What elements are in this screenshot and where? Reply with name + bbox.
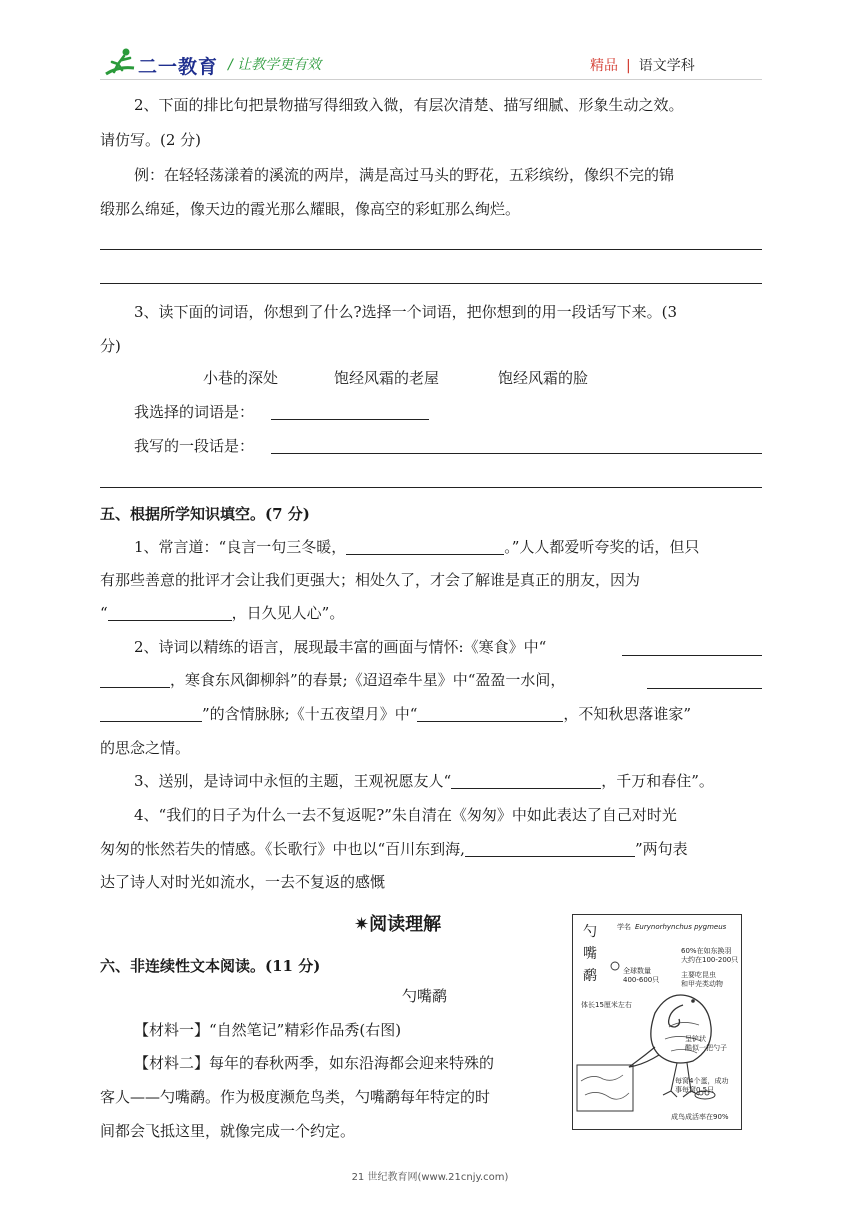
q3-word-1: 小巷的深处 xyxy=(203,369,279,387)
reading-banner-text: 阅读理解 xyxy=(369,914,442,935)
figure-note-4: 400-600只 xyxy=(623,976,660,984)
header-separator: | xyxy=(626,58,631,74)
q3-write-blank[interactable] xyxy=(271,453,762,454)
s5-q1-d: “ xyxy=(100,604,108,622)
sparkle-icon: ✷ xyxy=(354,914,370,935)
figure-vertical-name-1: 勺 xyxy=(583,924,597,940)
figure-sci-name: Eurynorhynchus pygmeus xyxy=(635,923,727,931)
q3-word-2: 饱经风霜的老屋 xyxy=(334,369,440,387)
q2-prompt-line2: 请仿写。(2 分) xyxy=(100,131,202,149)
s5-q2-blank-3[interactable] xyxy=(417,705,563,722)
s5-q2-d: ，不知秋思落谁家” xyxy=(563,705,692,723)
q3-answer-line-2[interactable] xyxy=(100,487,762,488)
nature-note-figure xyxy=(572,914,742,1130)
s5-q2-b: ，寒食东风御柳斜”的春景;《迢迢牵牛星》中“盈盈一水间， xyxy=(170,671,566,689)
quality-label: 精品 xyxy=(590,58,618,74)
q3-write-label: 我写的一段话是： xyxy=(134,437,255,455)
figure-vertical-name-2: 嘴 xyxy=(583,946,597,962)
s5-q2-blank-1a[interactable] xyxy=(622,655,762,656)
figure-note-1: 60%在如东换羽 xyxy=(681,947,732,955)
figure-note-12: 成鸟成活率在90% xyxy=(671,1113,729,1121)
s5-q2-blank-2b[interactable] xyxy=(100,705,202,722)
q2-prompt-line1: 2、下面的排比句把景物描写得细致入微，有层次清楚、描写细腻、形象生动之效。 xyxy=(134,96,684,114)
article-title: 勺嘴鹬 xyxy=(402,987,448,1005)
site-logo xyxy=(104,46,224,82)
figure-vertical-name-3: 鹬 xyxy=(583,968,597,984)
s5-q1-b: 。”人人都爱听夸奖的话，但只 xyxy=(504,538,700,556)
s5-q4-c: ”两句表 xyxy=(634,840,688,858)
header-subject xyxy=(590,55,695,75)
header-slogan: / 让教学更有效 xyxy=(228,57,322,73)
q2-answer-line-2[interactable] xyxy=(100,283,762,284)
header-divider xyxy=(100,79,762,80)
s5-q1-blank-2[interactable] xyxy=(108,604,232,621)
figure-note-6: 和甲壳类动物 xyxy=(681,980,723,988)
figure-note-2: 大约在100-200只 xyxy=(681,956,739,964)
s5-q1-blank-1[interactable] xyxy=(346,538,504,555)
section5-title: 五、根据所学知识填空。(7 分) xyxy=(100,505,310,523)
s5-q3-blank[interactable] xyxy=(451,772,601,789)
material-2-line2: 客人——勺嘴鹬。作为极度濒危鸟类，勺嘴鹬每年特定的时 xyxy=(100,1088,491,1106)
s5-q3-line xyxy=(134,771,714,791)
figure-note-9: 酷似一把勺子 xyxy=(685,1044,727,1052)
s5-q4-line1: 4、“我们的日子为什么一去不复返呢?”朱自清在《匆匆》中如此表达了自己对时光 xyxy=(134,806,677,824)
figure-note-5: 主要吃昆虫 xyxy=(681,971,716,979)
logo-text: 二一教育 xyxy=(138,56,219,78)
subject-label: 语文学科 xyxy=(638,58,695,74)
figure-note-8: 呈铲状 xyxy=(685,1035,706,1043)
s5-q2-line2 xyxy=(100,670,565,690)
q2-answer-line-1[interactable] xyxy=(100,249,762,250)
s5-q1-e: ，日久见人心”。 xyxy=(231,604,345,622)
figure-note-3: 全球数量 xyxy=(623,967,651,975)
material-2-line1: 【材料二】每年的春秋两季，如东沿海都会迎来特殊的 xyxy=(134,1054,495,1072)
section6-title: 六、非连续性文本阅读。(11 分) xyxy=(100,957,321,975)
q3-choose-label: 我选择的词语是： xyxy=(134,403,255,421)
s5-q4-line3: 达了诗人对时光如流水，一去不复返的感慨 xyxy=(100,873,386,891)
q2-example-line1: 例：在轻轻荡漾着的溪流的两岸，满是高过马头的野花，五彩缤纷，像织不完的锦 xyxy=(134,166,675,184)
s5-q2-line3 xyxy=(100,704,691,724)
q2-example-line2: 缎那么绵延，像天边的霞光那么耀眼，像高空的彩虹那么绚烂。 xyxy=(100,200,521,218)
q3-prompt-line1: 3、读下面的词语，你想到了什么?选择一个词语，把你想到的用一段话写下来。(3 xyxy=(134,303,677,321)
s5-q4-b: 匆匆的怅然若失的情感。《长歌行》中也以“百川东到海, xyxy=(100,840,465,858)
figure-note-11: 事每窝0.5只 xyxy=(675,1086,715,1094)
s5-q1-line2: 有那些善意的批评才会让我们更强大；相处久了，才会了解谁是真正的朋友，因为 xyxy=(100,571,641,589)
reading-banner xyxy=(354,913,441,937)
s5-q3-a: 3、送别，是诗词中永恒的主题，王观祝愿友人“ xyxy=(134,772,452,790)
s5-q2-c: ”的含情脉脉;《十五夜望月》中“ xyxy=(202,705,418,723)
material-1: 【材料一】“自然笔记”精彩作品秀(右图) xyxy=(134,1021,402,1039)
s5-q4-blank[interactable] xyxy=(465,840,635,857)
page-footer: 21 世纪教育网(www.21cnjy.com) xyxy=(351,1172,509,1183)
material-2-line3: 间都会飞抵这里，就像完成一个约定。 xyxy=(100,1122,356,1140)
s5-q2-line1: 2、诗词以精练的语言，展现最丰富的画面与情怀:《寒食》中“ xyxy=(134,638,547,656)
s5-q1-line1 xyxy=(134,537,699,557)
figure-note-7: 体长15厘米左右 xyxy=(581,1001,632,1009)
s5-q1-a: 1、常言道：“良言一句三冬暖， xyxy=(134,538,347,556)
q3-word-3: 饱经风霜的脸 xyxy=(498,369,589,387)
s5-q1-line3 xyxy=(100,603,344,623)
s5-q2-blank-1b[interactable] xyxy=(100,671,170,688)
s5-q2-blank-2a[interactable] xyxy=(647,688,762,689)
s5-q2-line4: 的思念之情。 xyxy=(100,739,191,757)
running-figure-icon xyxy=(104,46,138,80)
s5-q3-b: ，千万和春住”。 xyxy=(601,772,714,790)
figure-note-10: 每窝4个蛋，成功 xyxy=(675,1077,729,1085)
figure-sci-label: 学名 xyxy=(617,923,631,931)
q3-choose-blank[interactable] xyxy=(271,419,429,420)
q3-prompt-line2: 分) xyxy=(100,337,121,355)
s5-q4-line2 xyxy=(100,839,688,859)
